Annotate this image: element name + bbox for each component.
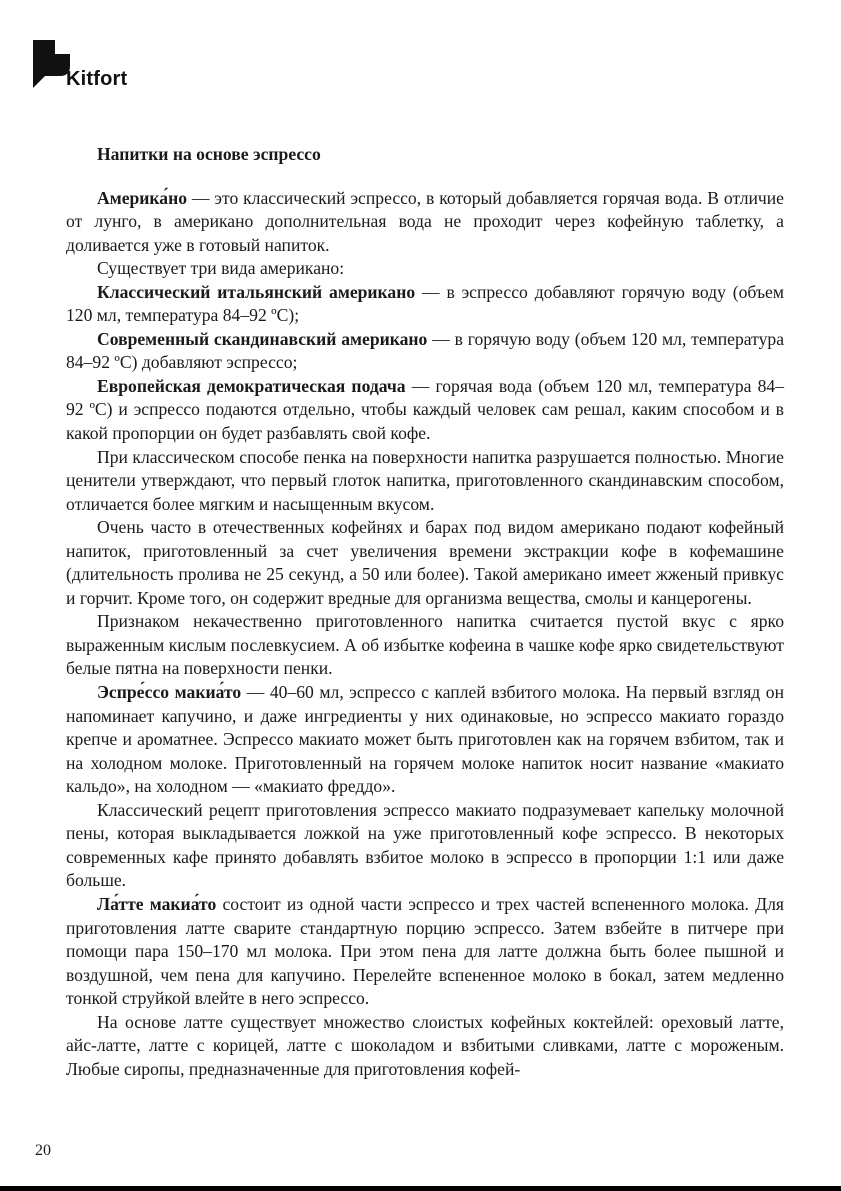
term-bold: Европейская демократическая подача	[97, 375, 406, 396]
paragraph-text: — горячая вода (объем 120 мл, температура 84–92 ºС) и эспрессо подаются отдельно, чтобы каждый человек сам решал, каким способом и в какой пропорции он будет разбавлять свой кофе.	[66, 375, 784, 444]
section-heading: Напитки на основе эспрессо	[97, 144, 321, 164]
paragraph	[66, 446, 784, 517]
brand-name: Kitfort	[66, 68, 128, 90]
paragraph-text: Очень часто в отечественных кофейнях и барах под видом американо подают кофейный напиток, приготовленный за счет увеличения времени экстракции кофе в кофемашине (длительность пролива не 25 секунд, а 50 или более). Такой американо имеет жженый привкус и горчит. Кроме того, он содержит вредные для организма вещества, смолы и канцерогены.	[66, 517, 784, 608]
paragraph	[66, 375, 784, 446]
paragraph-text: При классическом способе пенка на поверхности напитка разрушается полностью. Многие ценители утверждают, что первый глоток напитка, приготовленного скандинавским способом, отличается более мягким и насыщенным вкусом.	[66, 446, 784, 514]
paragraph-list	[66, 187, 784, 1082]
kitfort-logo	[33, 40, 153, 94]
paragraph-text: — в горячую воду (объем 120 мл, температура 84–92 ºС) добавляют эспрессо;	[66, 328, 785, 373]
term-bold: Современный скандинавский американо	[97, 328, 428, 349]
paragraph	[66, 1011, 784, 1082]
term-bold: Америка́но	[97, 187, 188, 208]
term-bold: Эспре́ссо макиа́то	[97, 682, 242, 703]
paragraph	[66, 187, 784, 258]
paragraph	[66, 610, 784, 681]
term-bold: Ла́тте макиа́то	[97, 893, 217, 914]
term-bold: Классический итальянский американо	[97, 281, 416, 302]
paragraph-text: На основе латте существует множество слоистых кофейных коктейлей: ореховый латте, айс-латте, латте с корицей, латте с шоколадом и взбитыми сливками, латте с мороженым. Любые сиропы, предназначенные для приготовления кофей-	[66, 1011, 784, 1079]
paragraph-text: — в эспрессо добавляют горячую воду (объем 120 мл, температура 84–92 ºС);	[66, 281, 784, 326]
paragraph	[66, 328, 784, 375]
paragraph-text: Классический рецепт приготовления эспрессо макиато подразумевает капельку молочной пены, которая выкладывается ложкой на уже приготовленный кофе эспрессо. В некоторых современных кафе принято добавлять взбитое молоко в эспрессо в пропорции 1:1 или даже больше.	[66, 799, 784, 891]
paragraph	[66, 257, 784, 281]
paragraph	[66, 681, 784, 799]
paragraph	[66, 893, 784, 1011]
paragraph-text: Существует три вида американо:	[97, 258, 345, 279]
paragraph-text: — 40–60 мл, эспрессо с каплей взбитого молока. На первый взгляд он напоминает капучино, и даже ингредиенты у них одинаковые, но эспрессо макиато гораздо крепче и ароматнее. Эспрессо макиато может быть приготовлен как на горячем взбитом, так и на холодном молоке. Приготовленный на горячем молоке напиток носит название «макиато кальдо», на холодном — «макиато фреддо».	[66, 682, 785, 797]
paragraph-text: Признаком некачественно приготовленного напитка считается пустой вкус с ярко выраженным кислым послевкусием. А об избытке кофеина в чашке кофе ярко свидетельствуют белые пятна на поверхности пенки.	[66, 611, 784, 679]
paragraph	[66, 281, 784, 328]
paragraph-text: — это классический эспрессо, в который добавляется горячая вода. В отличие от лунго, в американо дополнительная вода не проходит через кофейную таблетку, а доливается уже в готовый напиток.	[66, 187, 784, 255]
paragraph	[66, 799, 784, 893]
page-number: 20	[35, 1142, 51, 1159]
bottom-rule	[0, 1186, 841, 1191]
document-body	[66, 143, 784, 1081]
paragraph-text: состоит из одной части эспрессо и трех частей вспененного молока. Для приготовления латте сварите стандартную порцию эспрессо. Затем взбейте в питчере при помощи пара 150–170 мл молока. При этом пена для латте должна быть более пышной и воздушной, чем пена для капучино. Перелейте вспененное молоко в бокал, затем медленно тонкой струйкой влейте в него эспрессо.	[66, 893, 784, 1009]
paragraph	[66, 516, 784, 610]
